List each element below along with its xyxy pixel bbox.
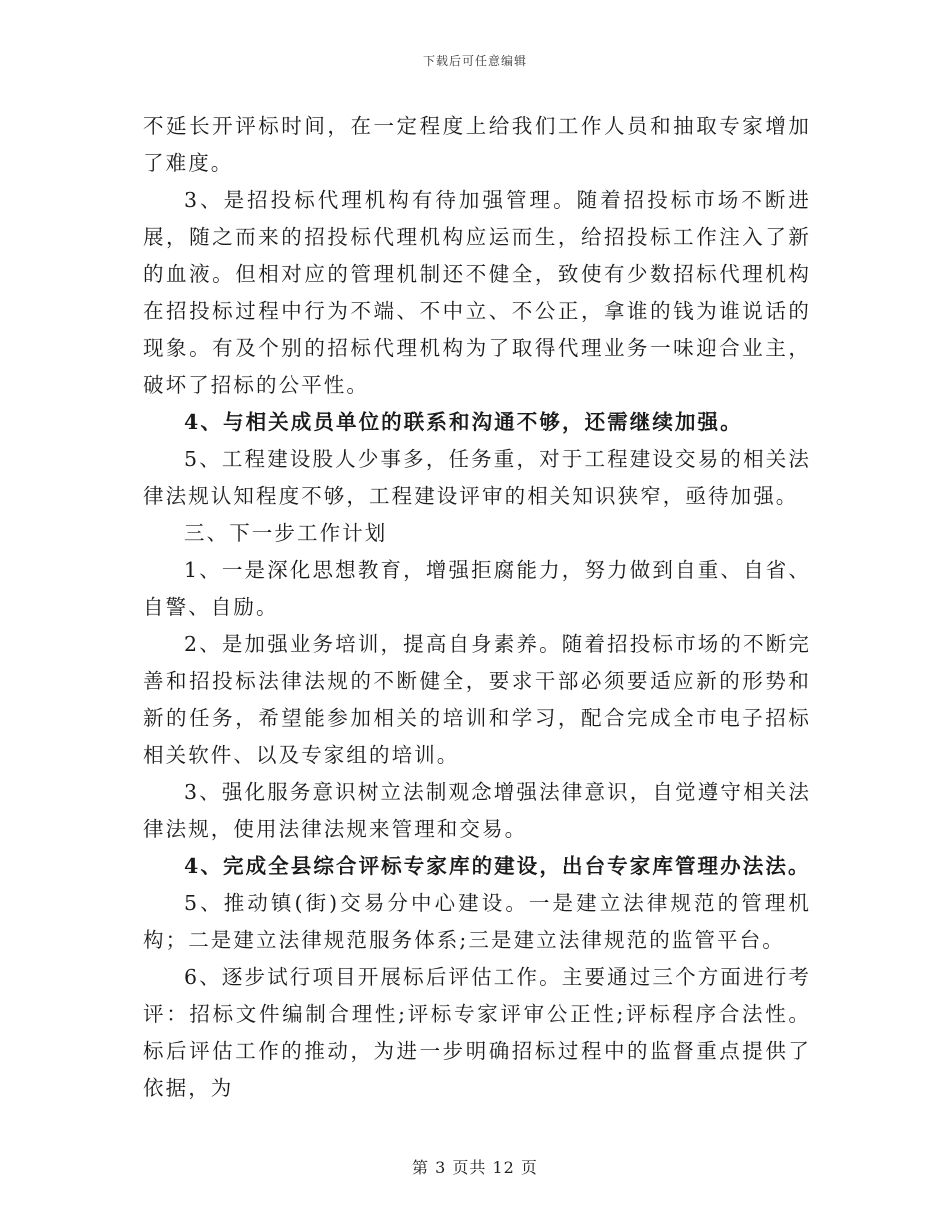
paragraph-plan-6: 6、逐步试行项目开展标后评估工作。主要通过三个方面进行考评：招标文件编制合理性;评标专家评审公正性;评标程序合法性。标后评估工作的推动，为进一步明确招标过程中的监督重点提供了依据，为 xyxy=(143,965,811,1100)
paragraph-item-3-agency: 3、是招投标代理机构有待加强管理。随着招投标市场不断进展，随之而来的招投标代理机构应运而生，给招投标工作注入了新的血液。但相对应的管理机制还不健全，致使有少数招标代理机构在招投标过程中行为不端、不中立、不公正，拿谁的钱为谁说话的现象。有及个别的招标代理机构为了取得代理业务一味迎合业主，破坏了招标的公平性。 xyxy=(143,188,811,397)
paragraph-plan-5: 5、推动镇(街)交易分中心建设。一是建立法律规范的管理机构；二是建立法律规范服务体系;三是建立法律规范的监管平台。 xyxy=(143,891,811,952)
paragraph-plan-4: 4、完成全县综合评标专家库的建设，出台专家库管理办法法。 xyxy=(184,854,811,878)
page-footer: 第 3 页共 12 页 xyxy=(412,1158,538,1177)
paragraph-plan-1: 1、一是深化思想教育，增强拒腐能力，努力做到自重、自省、自警、自励。 xyxy=(143,558,811,619)
paragraph-item-5-staffing: 5、工程建设股人少事多，任务重，对于工程建设交易的相关法律法规认知程度不够，工程建设评审的相关知识狭窄，亟待加强。 xyxy=(143,447,811,508)
paragraph-plan-3: 3、强化服务意识树立法制观念增强法律意识，自觉遵守相关法律法规，使用法律法规来管理和交易。 xyxy=(143,780,811,841)
paragraph-item-4-communication: 4、与相关成员单位的联系和沟通不够，还需继续加强。 xyxy=(184,410,743,434)
paragraph-continuation: 不延长开评标时间，在一定程度上给我们工作人员和抽取专家增加了难度。 xyxy=(143,114,811,175)
section-heading-next-steps: 三、下一步工作计划 xyxy=(184,521,388,545)
paragraph-plan-2: 2、是加强业务培训，提高自身素养。随着招投标市场的不断完善和招投标法律法规的不断健全，要求干部必须要适应新的形势和新的任务，希望能参加相关的培训和学习，配合完成全市电子招标相关软件、以及专家组的培训。 xyxy=(143,632,811,767)
document-body xyxy=(143,108,811,1107)
page-header: 下载后可任意编辑 xyxy=(422,54,527,68)
